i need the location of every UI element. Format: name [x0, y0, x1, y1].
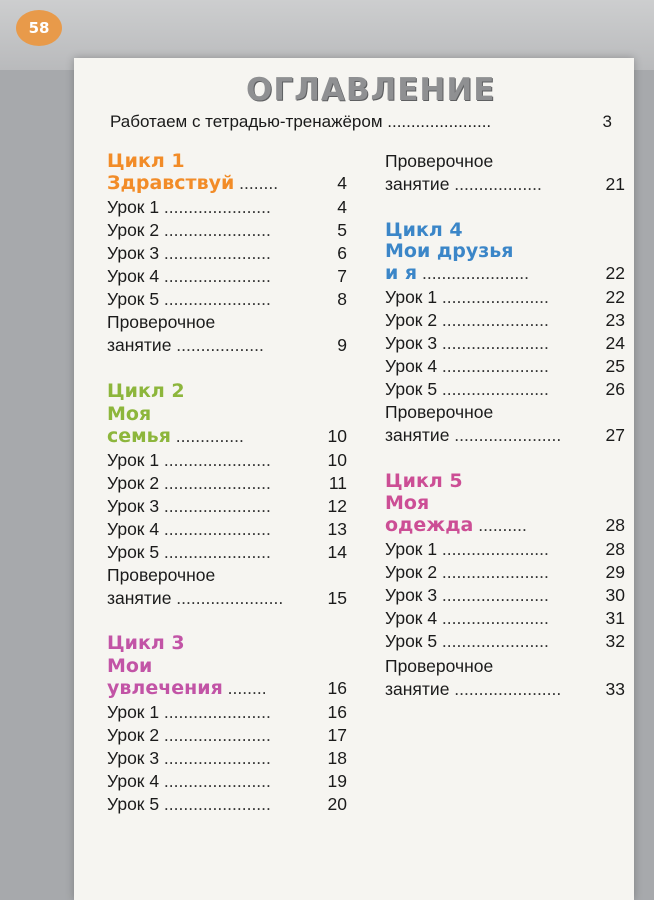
toc-row[interactable]: занятие ...................... 15 [107, 588, 347, 608]
toc-row[interactable]: Урок 3 ...................... 24 [385, 333, 625, 353]
lesson-page: 5 [337, 220, 347, 240]
cycle2-title-row[interactable]: семья .............. 10 [107, 425, 347, 447]
cycle1-name: Здравствуй [107, 172, 235, 194]
cycle5-name[interactable]: Моя [385, 492, 430, 514]
toc-row[interactable]: Урок 2 ...................... 17 [107, 725, 347, 745]
cycle3-label[interactable]: Цикл 3 [107, 632, 185, 654]
lesson-page: 29 [605, 562, 625, 582]
cycle4-name[interactable]: Мои друзья [385, 240, 514, 262]
lesson-label: Урок 5 [385, 631, 438, 651]
test-page: 33 [605, 679, 625, 699]
toc-row[interactable]: занятие .................. 21 [385, 174, 625, 194]
lesson-label: Урок 2 [107, 473, 160, 493]
lesson-label: Урок 5 [107, 794, 160, 814]
test-page: 15 [327, 588, 347, 608]
toc-row[interactable]: Урок 3 ...................... 6 [107, 243, 347, 263]
lesson-page: 13 [327, 519, 347, 539]
cycle2-page: 10 [327, 426, 347, 446]
lesson-page: 23 [605, 310, 625, 330]
lesson-label: Урок 3 [107, 496, 160, 516]
lesson-label: Урок 4 [107, 519, 160, 539]
lesson-page: 16 [327, 702, 347, 722]
lesson-page: 30 [605, 585, 625, 605]
lesson-label: Урок 2 [107, 725, 160, 745]
toc-row[interactable]: Урок 5 ...................... 32 [385, 631, 625, 651]
lesson-page: 7 [337, 266, 347, 286]
cycle1-title-row[interactable]: Здравствуй ........ 4 [107, 172, 347, 194]
toc-row[interactable]: Урок 3 ...................... 30 [385, 585, 625, 605]
lesson-page: 11 [328, 473, 347, 493]
lesson-label: Урок 1 [107, 450, 160, 470]
cycle2-name: семья [107, 425, 171, 447]
test-label: занятие [385, 174, 450, 194]
page-number-badge: 58 [16, 10, 62, 46]
lesson-label: Урок 1 [107, 702, 160, 722]
lesson-label: Урок 2 [385, 310, 438, 330]
cycle2-label[interactable]: Цикл 2 [107, 380, 185, 402]
lesson-label: Урок 2 [107, 220, 160, 240]
toc-row[interactable]: Урок 2 ...................... 5 [107, 220, 347, 240]
lesson-label: Урок 1 [385, 287, 438, 307]
lesson-label: Урок 3 [107, 748, 160, 768]
lesson-label: Урок 1 [385, 539, 438, 559]
lesson-label: Урок 4 [107, 266, 160, 286]
toc-intro-dots: ...................... [387, 112, 492, 131]
toc-row[interactable]: Урок 1 ...................... 22 [385, 287, 625, 307]
test-label: Проверочное [107, 565, 216, 585]
test-label: занятие [385, 679, 450, 699]
lesson-label: Урок 5 [107, 542, 160, 562]
test-page: 27 [605, 425, 625, 445]
toc-row[interactable]: Урок 4 ...................... 25 [385, 356, 625, 376]
lesson-label: Урок 4 [385, 356, 438, 376]
toc-row[interactable]: занятие .................. 9 [107, 335, 347, 355]
lesson-page: 8 [337, 289, 347, 309]
toc-intro-label: Работаем с тетрадью-тренажёром [110, 112, 383, 131]
cycle3-name[interactable]: Мои [107, 655, 153, 677]
lesson-page: 10 [327, 450, 347, 470]
cycle5-name: одежда [385, 514, 474, 536]
toc-row[interactable]: Урок 2 ...................... 23 [385, 310, 625, 330]
lesson-page: 32 [605, 631, 625, 651]
test-label: Проверочное [107, 312, 216, 332]
lesson-page: 6 [337, 243, 347, 263]
lesson-label: Урок 3 [107, 243, 160, 263]
lesson-page: 20 [327, 794, 347, 814]
toc-row[interactable]: Урок 2 ...................... 11 [107, 473, 347, 493]
cycle4-label[interactable]: Цикл 4 [385, 219, 463, 241]
lesson-page: 22 [605, 287, 625, 307]
cycle5-page: 28 [605, 515, 625, 535]
toc-intro-page: 3 [602, 112, 612, 131]
test-label: занятие [107, 588, 172, 608]
test-label: занятие [107, 335, 172, 355]
toc-row[interactable]: Урок 3 ...................... 18 [107, 748, 347, 768]
toc-row[interactable]: Урок 1 ...................... 10 [107, 450, 347, 470]
cycle3-page: 16 [327, 678, 347, 698]
test-label: Проверочное [385, 402, 494, 422]
lesson-label: Урок 5 [385, 379, 438, 399]
lesson-label: Урок 4 [107, 771, 160, 791]
lesson-page: 24 [605, 333, 625, 353]
lesson-label: Урок 2 [385, 562, 438, 582]
toc-row[interactable]: Урок 5 ...................... 20 [107, 794, 347, 814]
toc-row[interactable]: Урок 1 ...................... 4 [107, 197, 347, 217]
toc-row[interactable]: занятие ...................... 33 [385, 679, 625, 699]
toc-row[interactable]: Урок 4 ...................... 7 [107, 266, 347, 286]
cycle3-name: увлечения [107, 677, 223, 699]
toc-row[interactable]: Урок 4 ...................... 13 [107, 519, 347, 539]
test-page: 9 [337, 335, 347, 355]
toc-row[interactable]: Урок 5 ...................... 26 [385, 379, 625, 399]
toc-intro-row[interactable] [110, 112, 620, 132]
test-label: занятие [385, 425, 450, 445]
toc-row[interactable]: Урок 5 ...................... 8 [107, 289, 347, 309]
cycle5-title-row[interactable]: одежда .......... 28 [385, 514, 625, 536]
toc-row[interactable]: Урок 1 ...................... 28 [385, 539, 625, 559]
lesson-page: 28 [605, 539, 625, 559]
cycle3-title-row[interactable]: увлечения ........ 16 [107, 677, 347, 699]
lesson-label: Урок 3 [385, 333, 438, 353]
test-label: Проверочное [385, 151, 494, 171]
toc-row[interactable]: Урок 3 ...................... 12 [107, 496, 347, 516]
page-title: ОГЛАВЛЕНИЕ [246, 72, 496, 108]
toc-row[interactable]: Урок 4 ...................... 19 [107, 771, 347, 791]
lesson-page: 25 [605, 356, 625, 376]
toc-row[interactable]: Урок 5 ...................... 14 [107, 542, 347, 562]
lesson-label: Урок 3 [385, 585, 438, 605]
lesson-label: Урок 5 [107, 289, 160, 309]
lesson-page: 19 [327, 771, 347, 791]
cycle1-label[interactable]: Цикл 1 [107, 150, 185, 172]
lesson-label: Урок 4 [385, 608, 438, 628]
lesson-page: 26 [605, 379, 625, 399]
toc-row[interactable]: Урок 4 ...................... 31 [385, 608, 625, 628]
cycle2-name[interactable]: Моя [107, 403, 152, 425]
toc-row[interactable]: Урок 1 ...................... 16 [107, 702, 347, 722]
lesson-page: 12 [327, 496, 347, 516]
cycle4-page: 22 [605, 263, 625, 283]
lesson-label: Урок 1 [107, 197, 160, 217]
lesson-page: 18 [327, 748, 347, 768]
toc-row[interactable]: занятие ...................... 27 [385, 425, 625, 445]
toc-row[interactable]: Урок 2 ...................... 29 [385, 562, 625, 582]
cycle4-title-row[interactable]: и я ...................... 22 [385, 262, 625, 284]
cycle5-label[interactable]: Цикл 5 [385, 470, 463, 492]
lesson-page: 17 [327, 725, 347, 745]
cycle1-page: 4 [337, 173, 347, 193]
cycle4-name: и я [385, 262, 418, 284]
test-page: 21 [605, 174, 625, 194]
test-label: Проверочное [385, 656, 494, 676]
lesson-page: 14 [327, 542, 347, 562]
lesson-page: 4 [337, 197, 347, 217]
lesson-page: 31 [605, 608, 625, 628]
